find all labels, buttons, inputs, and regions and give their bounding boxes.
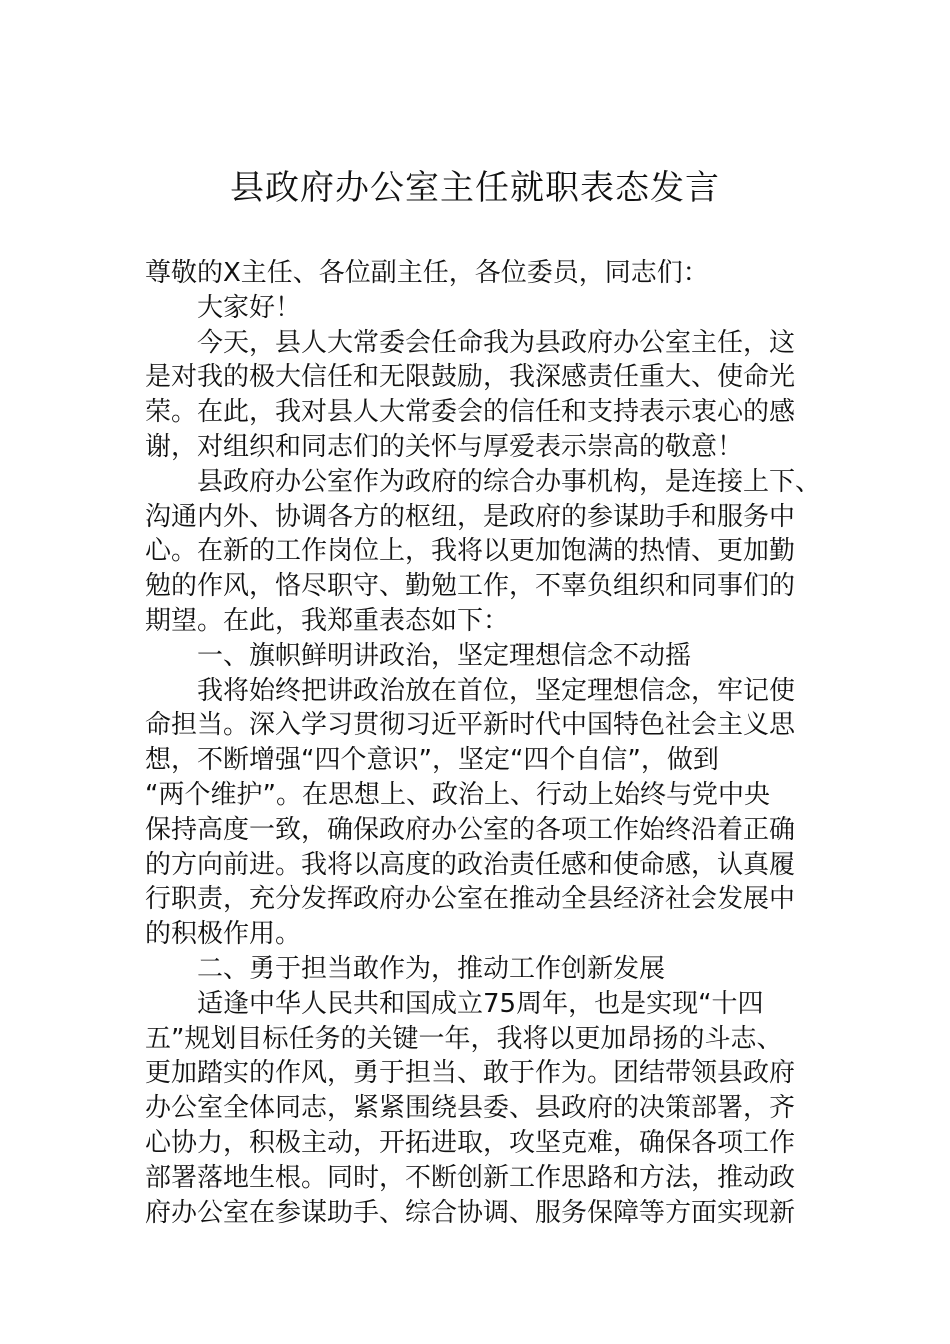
text-line: 沟通内外、协调各方的枢纽，是政府的参谋助手和服务中 — [145, 501, 796, 532]
text-line: 荣。在此，我对县人大常委会的信任和支持表示衷心的感 — [145, 397, 796, 428]
text-line: 今天，县人大常委会任命我为县政府办公室主任，这 — [197, 327, 796, 358]
text-line: 保持高度一致，确保政府办公室的各项工作始终沿着正确 — [145, 814, 796, 845]
document-body — [145, 256, 822, 1230]
text-line: 的方向前进。我将以高度的政治责任感和使命感，认真履 — [145, 849, 796, 880]
text-line: 行职责，充分发挥政府办公室在推动全县经济社会发展中 — [145, 884, 796, 915]
text-line: 府办公室在参谋助手、综合协调、服务保障等方面实现新 — [145, 1197, 796, 1228]
text-line: 尊敬的X主任、各位副主任，各位委员，同志们： — [145, 258, 709, 288]
text-line: “两个维护”。在思想上、政治上、行动上始终与党中央 — [145, 779, 770, 810]
text-line: 更加踏实的作风，勇于担当、敢于作为。团结带领县政府 — [145, 1058, 796, 1089]
text-line: 勉的作风，恪尽职守、勤勉工作，不辜负组织和同事们的 — [145, 571, 796, 602]
text-line: 适逢中华人民共和国成立75周年，也是实现“十四 — [197, 988, 764, 1019]
text-line: 县政府办公室作为政府的综合办事机构，是连接上下、 — [197, 466, 822, 497]
text-line: 五”规划目标任务的关键一年，我将以更加昂扬的斗志、 — [145, 1023, 783, 1054]
text-line: 大家好！ — [197, 292, 302, 323]
text-line: 一、旗帜鲜明讲政治，坚定理想信念不动摇 — [197, 640, 692, 671]
text-line: 心。在新的工作岗位上，我将以更加饱满的热情、更加勤 — [145, 536, 796, 567]
text-line: 命担当。深入学习贯彻习近平新时代中国特色社会主义思 — [145, 710, 796, 741]
document-title: 县政府办公室主任就职表态发言 — [230, 168, 720, 208]
text-line: 想，不断增强“四个意识”，坚定“四个自信”，做到 — [145, 745, 719, 776]
text-line: 我将始终把讲政治放在首位，坚定理想信念，牢记使 — [197, 675, 796, 706]
text-line: 办公室全体同志，紧紧围绕县委、县政府的决策部署，齐 — [145, 1093, 796, 1124]
text-line: 期望。在此，我郑重表态如下： — [145, 605, 510, 636]
text-line: 是对我的极大信任和无限鼓励，我深感责任重大、使命光 — [145, 362, 796, 393]
text-line: 二、勇于担当敢作为，推动工作创新发展 — [197, 953, 666, 984]
text-line: 心协力，积极主动，开拓进取，攻坚克难，确保各项工作 — [145, 1127, 796, 1158]
text-line: 的积极作用。 — [145, 919, 302, 950]
text-line: 谢，对组织和同志们的关怀与厚爱表示崇高的敬意！ — [145, 431, 744, 462]
text-line: 部署落地生根。同时，不断创新工作思路和方法，推动政 — [145, 1162, 796, 1193]
